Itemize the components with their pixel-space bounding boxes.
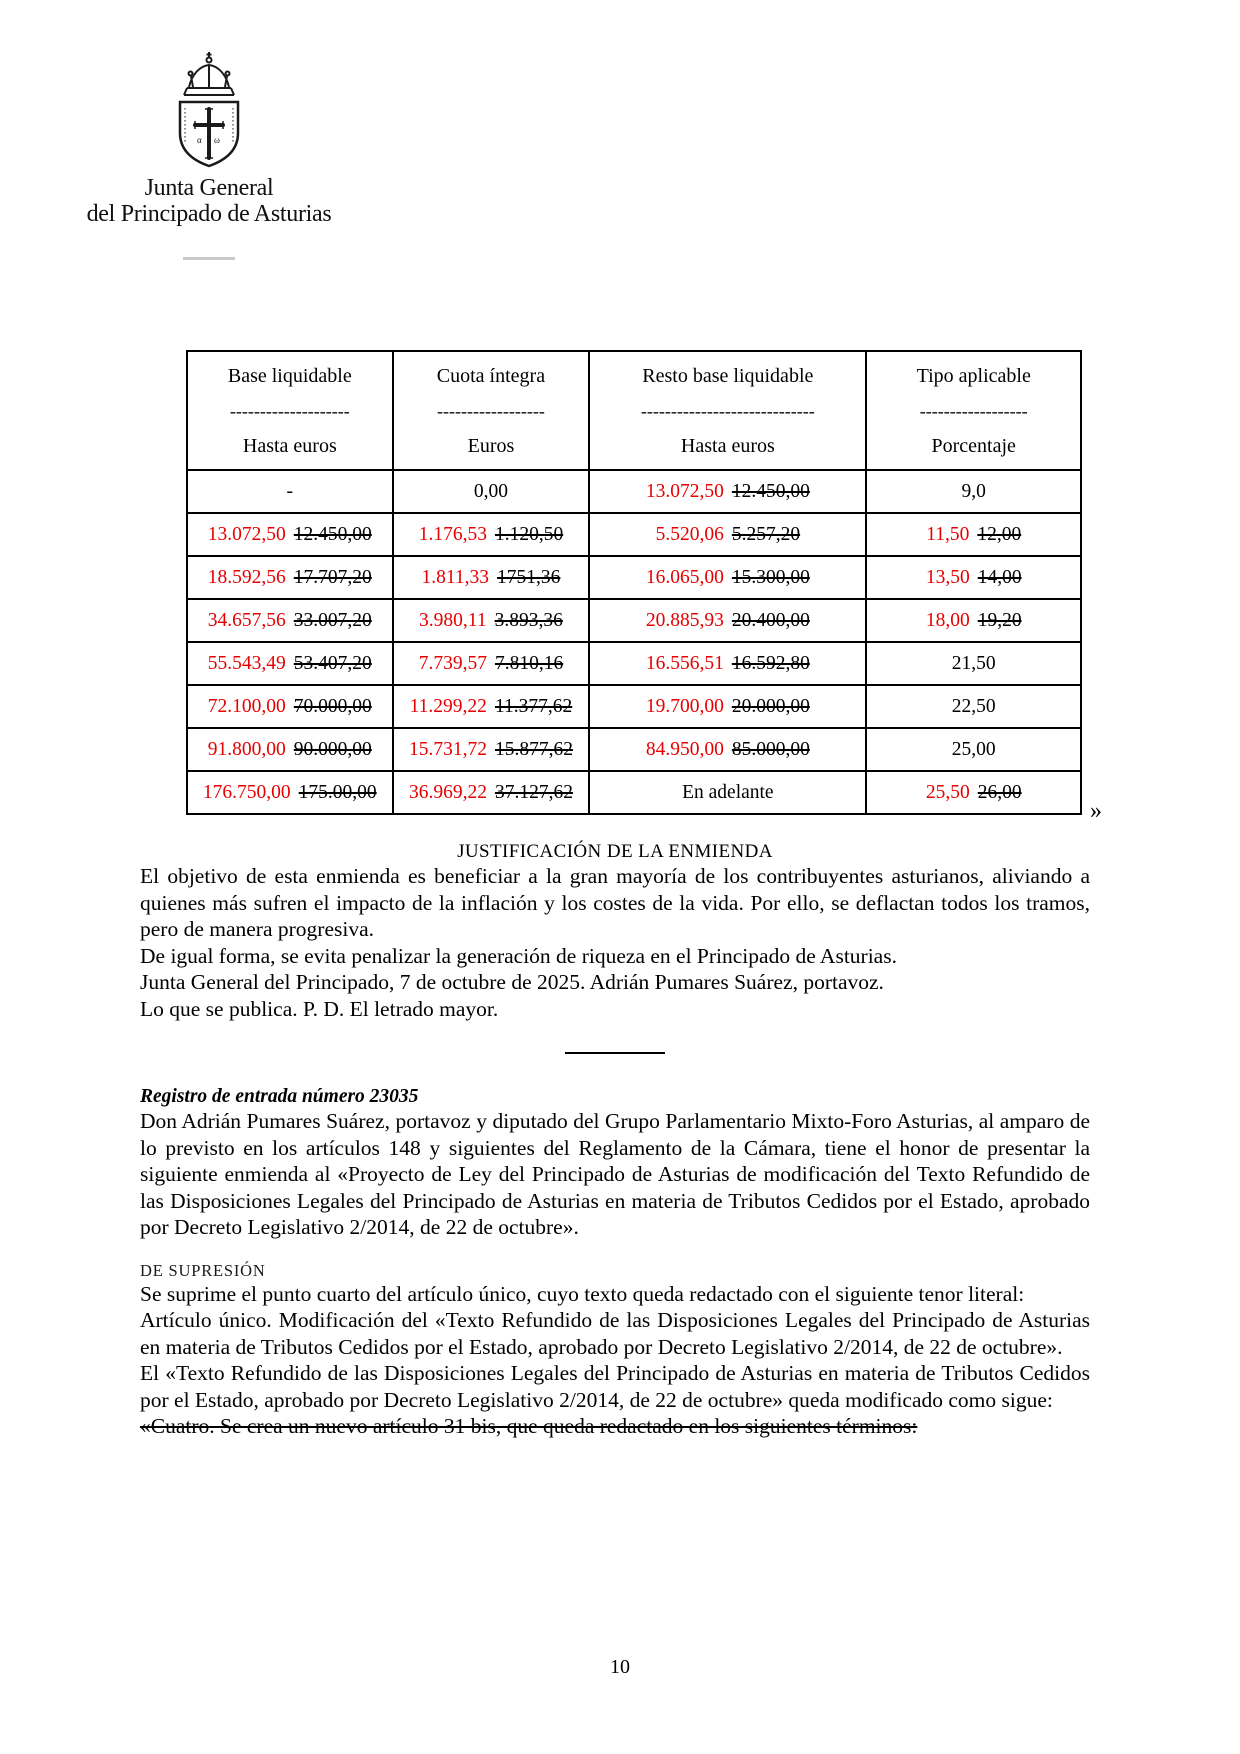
table-row — [187, 728, 1081, 771]
old-value-struck: 90.000,00 — [293, 738, 372, 760]
table-cell — [393, 599, 590, 642]
table-row — [187, 513, 1081, 556]
table-cell — [589, 556, 866, 599]
new-value: 19.700,00 — [645, 695, 724, 717]
old-value-struck: 7.810,16 — [494, 652, 564, 674]
new-value: 16.065,00 — [645, 566, 724, 588]
table-cell — [866, 728, 1081, 771]
institution-logo — [78, 50, 340, 260]
new-value: 176.750,00 — [202, 781, 291, 803]
publication-line: Lo que se publica. P. D. El letrado mayor. — [140, 996, 499, 1021]
old-value-struck: 33.007,20 — [293, 609, 372, 631]
column-subtitle: Porcentaje — [931, 435, 1016, 457]
table-row — [187, 771, 1081, 814]
old-value-struck: 1751,36 — [497, 566, 561, 588]
old-value-struck: 14,00 — [977, 566, 1022, 588]
svg-text:ω: ω — [214, 135, 220, 145]
column-dashes: ----------------------------- — [640, 401, 815, 421]
table-cell — [866, 685, 1081, 728]
svg-text:α: α — [197, 135, 202, 145]
new-value: 18.592,56 — [207, 566, 286, 588]
table-cell — [187, 642, 393, 685]
amendment-intro-paragraph: Don Adrián Pumares Suárez, portavoz y diputado del Grupo Parlamentario Mixto-Foro Asturias, al amparo de lo previsto en los artículos 148 y siguientes del Reglamento de la Cámara, tiene el honor de presentar la siguiente enmienda al «Proyecto de Ley del Principado de Asturias de modificación del Texto Refundido de las Disposiciones Legales del Principado de Asturias en materia de Tributos Cedidos por el Estado, aprobado por Decreto Legislativo 2/2014, de 22 de octubre». — [140, 1109, 1090, 1239]
new-value: 13.072,50 — [207, 523, 286, 545]
table-cell — [589, 728, 866, 771]
table-cell — [187, 470, 393, 513]
table-cell — [589, 513, 866, 556]
new-value: 3.980,11 — [419, 609, 487, 631]
old-value-struck: 85.000,00 — [731, 738, 810, 760]
closing-guillemet: » — [1090, 798, 1102, 824]
page-number: 10 — [610, 1656, 630, 1678]
column-header — [393, 351, 590, 470]
table-cell — [866, 771, 1081, 814]
logo-title-line2: del Principado de Asturias — [86, 200, 332, 227]
new-value: 55.543,49 — [207, 652, 286, 674]
table-cell — [589, 771, 866, 814]
table-cell — [589, 470, 866, 513]
logo-title — [78, 176, 340, 227]
old-value-struck: 16.592,80 — [731, 652, 810, 674]
amendment-paragraph-2: Artículo único. Modificación del «Texto Refundido de las Disposiciones Legales del Principado de Asturias en materia de Tributos Cedidos por el Estado, aprobado por Decreto Legislativo 2/2014, de 22 de octubre». — [140, 1308, 1090, 1359]
column-title: Base liquidable — [227, 365, 352, 387]
column-header — [589, 351, 866, 470]
old-value-struck: 12.450,00 — [293, 523, 372, 545]
column-header — [187, 351, 393, 470]
registry-entry-label: Registro de entrada número 23035 — [140, 1086, 419, 1107]
new-value: 1.811,33 — [421, 566, 490, 588]
new-value: 25,50 — [925, 781, 970, 803]
new-value: 11.299,22 — [409, 695, 487, 717]
old-value-struck: 20.400,00 — [731, 609, 810, 631]
table-cell — [866, 556, 1081, 599]
new-value: 36.969,22 — [408, 781, 487, 803]
table-header — [187, 351, 1081, 470]
table-row — [187, 685, 1081, 728]
value: 22,50 — [951, 695, 996, 717]
new-value: 20.885,93 — [645, 609, 724, 631]
column-title: Cuota íntegra — [436, 365, 546, 387]
value: 9,0 — [961, 480, 986, 502]
table-cell — [866, 642, 1081, 685]
table-cell — [187, 728, 393, 771]
old-value-struck: 175.00,00 — [298, 781, 377, 803]
old-value-struck: 12,00 — [977, 523, 1022, 545]
table-row — [187, 556, 1081, 599]
justification-paragraph-1: El objetivo de esta enmienda es beneficiar a la gran mayoría de los contribuyentes asturianos, aliviando a quienes más sufren el impacto de la inflación y los costes de la vida. Por ello, se deflactan todos los tramos, pero de manera progresiva. — [140, 864, 1090, 941]
old-value-struck: 20.000,00 — [731, 695, 810, 717]
justification-paragraph-2: De igual forma, se evita penalizar la generación de riqueza en el Principado de Asturias. — [140, 943, 897, 968]
old-value-struck: 1.120,50 — [494, 523, 564, 545]
table-cell — [187, 771, 393, 814]
amendment-type-label: DE SUPRESIÓN — [140, 1260, 266, 1280]
table-row — [187, 642, 1081, 685]
table-cell — [187, 513, 393, 556]
new-value: 11,50 — [926, 523, 970, 545]
table-cell — [393, 642, 590, 685]
amendment-paragraph-3: El «Texto Refundido de las Disposiciones Legales del Principado de Asturias en materia de Tributos Cedidos por el Estado, aprobado por Decreto Legislativo 2/2014, de 22 de octubre» queda modificado como sigue: — [140, 1361, 1090, 1412]
table-cell — [589, 642, 866, 685]
table-cell — [866, 599, 1081, 642]
column-title: Resto base liquidable — [642, 365, 814, 387]
column-subtitle: Euros — [467, 435, 515, 457]
document-content — [140, 350, 1102, 1440]
signature-line: Junta General del Principado, 7 de octubre de 2025. Adrián Pumares Suárez, portavoz. — [140, 970, 884, 994]
old-value-struck: 5.257,20 — [731, 523, 801, 545]
table-row — [187, 470, 1081, 513]
column-dashes: ------------------ — [436, 401, 545, 421]
table-body — [187, 470, 1081, 814]
old-value-struck: 70.000,00 — [293, 695, 372, 717]
tax-brackets-table — [186, 350, 1082, 815]
table-cell — [866, 513, 1081, 556]
old-value-struck: 26,00 — [977, 781, 1022, 803]
column-subtitle: Hasta euros — [680, 435, 775, 457]
struck-paragraph: «Cuatro. Se crea un nuevo artículo 31 bis, que queda redactado en los siguientes términos: — [140, 1414, 918, 1438]
old-value-struck: 37.127,62 — [494, 781, 573, 803]
old-value-struck: 12.450,00 — [731, 480, 810, 502]
new-value: 84.950,00 — [645, 738, 724, 760]
new-value: 1.176,53 — [418, 523, 487, 545]
table-cell — [589, 599, 866, 642]
table-cell — [393, 728, 590, 771]
new-value: 72.100,00 — [207, 695, 286, 717]
new-value: 7.739,57 — [418, 652, 487, 674]
value: En adelante — [682, 781, 774, 803]
table-cell — [393, 685, 590, 728]
old-value-struck: 3.893,36 — [494, 609, 563, 631]
new-value: 13,50 — [925, 566, 970, 588]
table-cell — [589, 685, 866, 728]
new-value: 15.731,72 — [408, 738, 487, 760]
logo-divider — [183, 257, 235, 260]
old-value-struck: 19,20 — [977, 609, 1022, 631]
new-value: 5.520,06 — [655, 523, 724, 545]
new-value: 16.556,51 — [645, 652, 724, 674]
column-dashes: ------------------ — [919, 401, 1028, 421]
table-cell — [393, 513, 590, 556]
value: 0,00 — [473, 480, 508, 502]
old-value-struck: 17.707,20 — [293, 566, 372, 588]
amendment-paragraph-1: Se suprime el punto cuarto del artículo único, cuyo texto queda redactado con el siguiente tenor literal: — [140, 1281, 1025, 1306]
tax-table-wrap — [186, 350, 1102, 824]
new-value: 91.800,00 — [207, 738, 286, 760]
table-cell — [187, 685, 393, 728]
column-subtitle: Hasta euros — [242, 435, 337, 457]
new-value: 34.657,56 — [207, 609, 286, 631]
logo-title-line1: Junta General — [144, 175, 274, 201]
table-header-row — [187, 351, 1081, 470]
table-cell — [187, 599, 393, 642]
asturias-coat-of-arms-icon — [161, 50, 257, 172]
value: - — [286, 480, 294, 502]
old-value-struck: 15.877,62 — [494, 738, 573, 760]
section-divider — [565, 1052, 665, 1054]
old-value-struck: 53.407,20 — [293, 652, 372, 674]
old-value-struck: 15.300,00 — [731, 566, 810, 588]
table-cell — [187, 556, 393, 599]
table-cell — [866, 470, 1081, 513]
new-value: 13.072,50 — [645, 480, 724, 502]
column-title: Tipo aplicable — [916, 365, 1031, 387]
new-value: 18,00 — [925, 609, 970, 631]
old-value-struck: 11.377,62 — [494, 695, 573, 717]
table-cell — [393, 556, 590, 599]
justification-heading: JUSTIFICACIÓN DE LA ENMIENDA — [457, 841, 773, 862]
table-cell — [393, 771, 590, 814]
table-cell — [393, 470, 590, 513]
column-dashes: -------------------- — [229, 401, 350, 421]
value: 25,00 — [951, 738, 996, 760]
table-row — [187, 599, 1081, 642]
column-header — [866, 351, 1081, 470]
value: 21,50 — [951, 652, 996, 674]
